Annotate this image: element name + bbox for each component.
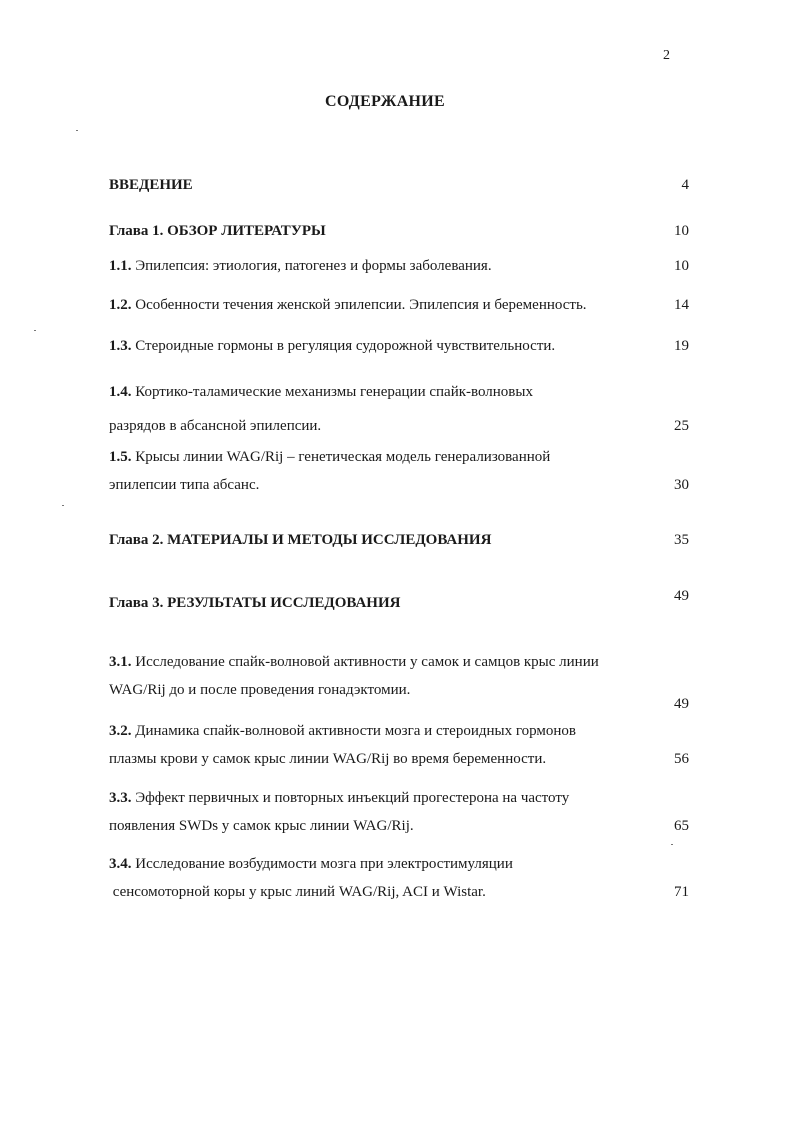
toc-label-line-2: разрядов в абсансной эпилепсии. xyxy=(109,418,322,434)
toc-entry-chapter-2[interactable] xyxy=(109,526,689,554)
toc-label: Эпилепсия: этиология, патогенез и формы заболевания. xyxy=(135,258,492,274)
toc-label-line-1: Исследование спайк-волновой активности у самок и самцов крыс линии xyxy=(135,654,599,670)
toc-label-line-2: появления SWDs у самок крыс линии WAG/Rij. xyxy=(109,818,414,834)
toc-entry-1-2[interactable] xyxy=(109,291,689,319)
toc-entry-1-3[interactable] xyxy=(109,332,689,360)
toc-label-line-2: эпилепсии типа абсанс. xyxy=(109,477,260,493)
toc-entry-chapter-3[interactable] xyxy=(109,582,689,626)
toc-label-line-1: Исследование возбудимости мозга при электростимуляции xyxy=(135,856,513,872)
toc-entry-intro[interactable] xyxy=(109,171,689,199)
toc-page: 65 xyxy=(674,818,689,834)
toc-page: 4 xyxy=(681,177,689,193)
toc-number: 3.3. xyxy=(109,790,132,806)
page-title: СОДЕРЖАНИЕ xyxy=(324,93,446,110)
toc-label: Глава 1. ОБЗОР ЛИТЕРАТУРЫ xyxy=(109,223,326,239)
page-number: 2 xyxy=(663,48,670,63)
toc-label: Стероидные гормоны в регуляция судорожной чувствительности. xyxy=(135,338,556,354)
scan-speck xyxy=(62,505,64,506)
toc-page: 49 xyxy=(674,696,689,712)
toc-number: 1.5. xyxy=(109,449,132,465)
scan-speck xyxy=(671,844,673,845)
toc-entry-3-1[interactable] xyxy=(109,648,689,718)
toc-label: Особенности течения женской эпилепсии. Эпилепсия и беременность. xyxy=(135,297,587,313)
toc-page: 14 xyxy=(674,297,689,313)
toc-number: 3.1. xyxy=(109,654,132,670)
toc-label-line-1: Крысы линии WAG/Rij – генетическая модель генерализованной xyxy=(135,449,551,465)
toc-label-line-1: Кортико-таламические механизмы генерации спайк-волновых xyxy=(135,384,533,400)
toc-page: 49 xyxy=(674,588,689,604)
toc-number: 3.4. xyxy=(109,856,132,872)
toc-entry-3-4[interactable] xyxy=(109,850,689,906)
toc-label-line-1: Эффект первичных и повторных инъекций прогестерона на частоту xyxy=(135,790,570,806)
toc-page: 25 xyxy=(674,418,689,434)
toc-number: 1.3. xyxy=(109,338,132,354)
toc-page: 10 xyxy=(674,258,689,274)
toc-page: 35 xyxy=(674,532,689,548)
toc-entry-1-4[interactable] xyxy=(109,375,689,443)
scan-speck xyxy=(76,130,78,131)
toc-entry-3-3[interactable] xyxy=(109,784,689,840)
toc-entry-chapter-1[interactable] xyxy=(109,217,689,245)
toc-entry-1-1[interactable] xyxy=(109,252,689,280)
toc-label: ВВЕДЕНИЕ xyxy=(109,177,193,193)
toc-page: 56 xyxy=(674,751,689,767)
toc-entry-1-5[interactable] xyxy=(109,443,689,499)
toc-page: 71 xyxy=(674,884,689,900)
toc-label-line-2: WAG/Rij до и после проведения гонадэктомии. xyxy=(109,682,411,698)
toc-page: 30 xyxy=(674,477,689,493)
toc-page: 19 xyxy=(674,338,689,354)
scan-speck xyxy=(34,330,36,331)
toc-number: 1.1. xyxy=(109,258,132,274)
toc-number: 1.4. xyxy=(109,384,132,400)
toc-number: 3.2. xyxy=(109,723,132,739)
toc-label: Глава 2. МАТЕРИАЛЫ И МЕТОДЫ ИССЛЕДОВАНИЯ xyxy=(109,532,492,548)
toc-label-line-1: Динамика спайк-волновой активности мозга и стероидных гормонов xyxy=(135,723,576,739)
toc-page: 10 xyxy=(674,223,689,239)
toc-label-line-2: сенсомоторной коры у крыс линий WAG/Rij, ACI и Wistar. xyxy=(109,884,486,900)
toc-number: 1.2. xyxy=(109,297,132,313)
toc-entry-3-2[interactable] xyxy=(109,717,689,773)
toc-label-line-2: плазмы крови у самок крыс линии WAG/Rij во время беременности. xyxy=(109,751,547,767)
toc-label: Глава 3. РЕЗУЛЬТАТЫ ИССЛЕДОВАНИЯ xyxy=(109,595,401,611)
